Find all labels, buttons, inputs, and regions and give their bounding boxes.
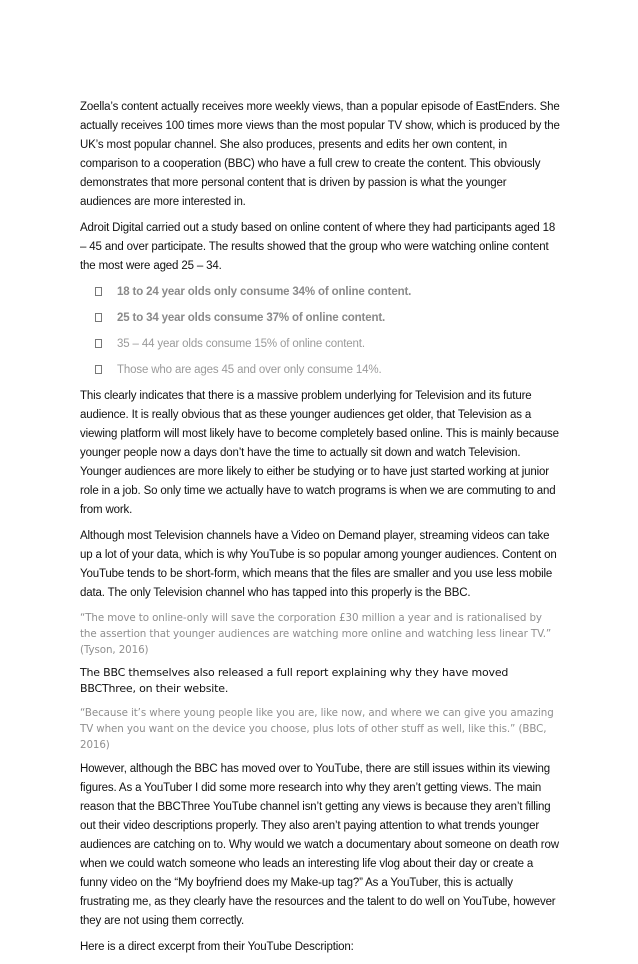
document-page: [80, 98, 560, 964]
list-item: Those who are ages 45 and over only consume 14%.: [80, 361, 560, 380]
paragraph-zoella: Zoella’s content actually receives more weekly views, than a popular episode of EastEnders. She actually receives 100 times more views than the most popular TV show, which is produced by the UK’s most popular channel. She also produces, presents and edits her own content, in comparison to a cooperation (BBC) who have a full crew to create the content. This obviously demonstrates that more personal content that is driven by passion is what the younger audiences are more interested in.: [80, 101, 560, 208]
list-item: 35 – 44 year olds consume 15% of online content.: [80, 335, 560, 354]
paragraph-adroit-study: Adroit Digital carried out a study based on online content of where they had participants aged 18 – 45 and over participate. The results showed that the group who were watching online content the most were aged 25 – 34.: [80, 222, 556, 272]
paragraph-bbc-report: The BBC themselves also released a full report explaining why they have moved BBCThree, on their website.: [80, 666, 509, 695]
paragraph-youtube-issues: However, although the BBC has moved over to YouTube, there are still issues within its viewing figures. As a YouTuber I did some more research into why they aren’t getting views. The main reason that the BBCThree YouTube channel isn’t getting any views is because they aren’t filling out their video descriptions properly. They also aren’t paying attention to what trends younger audiences are catching on to. Why would we watch a documentary about someone on death row when we could watch someone who leads an interesting life vlog about their day or create a funny video on the “My boyfriend does my Make-up tag?” As a YouTuber, this is actually frustrating me, as they clearly have the resources and the talent to do well on YouTube, however they are not using them correctly.: [80, 763, 559, 927]
list-item: 18 to 24 year olds only consume 34% of online content.: [80, 283, 560, 302]
bullet-placeholder-icon: [95, 287, 102, 296]
bullet-placeholder-icon: [95, 365, 102, 374]
paragraph-video-on-demand: Although most Television channels have a Video on Demand player, streaming videos can take up a lot of your data, which is why YouTube is so popular among younger audiences. Content on YouTube tends to be short-form, which means that the files are smaller and you use less mobile data. The only Television channel who has tapped into this properly is the BBC.: [80, 530, 557, 599]
paragraph-excerpt-intro: Here is a direct excerpt from their YouTube Description:: [80, 941, 354, 953]
list-item: 25 to 34 year olds consume 37% of online content.: [80, 309, 560, 328]
quote-tyson: “The move to online-only will save the corporation £30 million a year and is rationalised by the assertion that younger audiences are watching more online and watching less linear TV.” (Tyson, 2016): [80, 612, 552, 656]
bullet-placeholder-icon: [95, 339, 102, 348]
quote-bbc: “Because it’s where young people like you are, like now, and where we can give you amazing TV when you want on the device you choose, plus lots of other stuff as well, like this.” (BBC, 2016): [80, 707, 554, 751]
paragraph-television-problem: This clearly indicates that there is a massive problem underlying for Television and its future audience. It is really obvious that as these younger audiences get older, that Television as a viewing platform will most likely have to become completely based online. This is mainly because younger people now a days don’t have the time to actually sit down and watch Television. Younger audiences are more likely to either be studying or to have just started working at junior role in a job. So only time we actually have to watch programs is when we are commuting to and from work.: [80, 390, 559, 516]
bullet-placeholder-icon: [95, 313, 102, 322]
age-statistics-list: [80, 283, 560, 380]
